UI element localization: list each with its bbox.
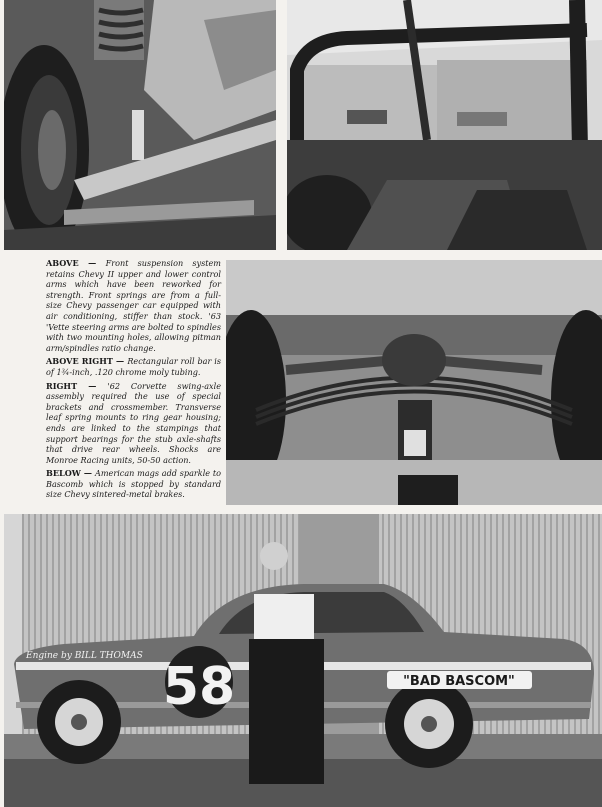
caption-below: BELOW — American mags add sparkle to Bascomb which is stopped by standard size Chevy sintered-metal brakes.: [46, 468, 221, 500]
caption-above-right: ABOVE RIGHT — Rectangular roll bar is of 1¾-inch, .120 chrome moly tubing.: [46, 356, 221, 377]
caption-block: [46, 258, 221, 503]
engine-credit: Engine by BILL THOMAS: [26, 651, 143, 661]
caption-above: ABOVE — Front suspension system retains Chevy II upper and lower control arms which have been reworked for strength. Front springs are from a full-size Chevy passenger car equipped with air conditioning, stiffer than stock. '63 'Vette steering arms are bolted to spindles with two mounting holes, allowing pitman arm/spindles ratio change.: [46, 258, 221, 353]
car-number: 58: [162, 657, 236, 717]
caption-right: RIGHT — '62 Corvette swing-axle assembly required the use of special brackets and crossmember. Transverse leaf spring mounts to ring gear housing; ends are linked to the stampings that support bearings for the stub axle-shafts that drive rear wheels. Shocks are Monroe Racing units, 50-50 action.: [46, 380, 221, 465]
car-name-panel: "BAD BASCOM": [403, 674, 515, 689]
car-photo: [4, 514, 602, 807]
rear-axle-photo: [226, 260, 602, 505]
front-suspension-photo: [4, 0, 276, 250]
roll-bar-photo: [287, 0, 602, 250]
